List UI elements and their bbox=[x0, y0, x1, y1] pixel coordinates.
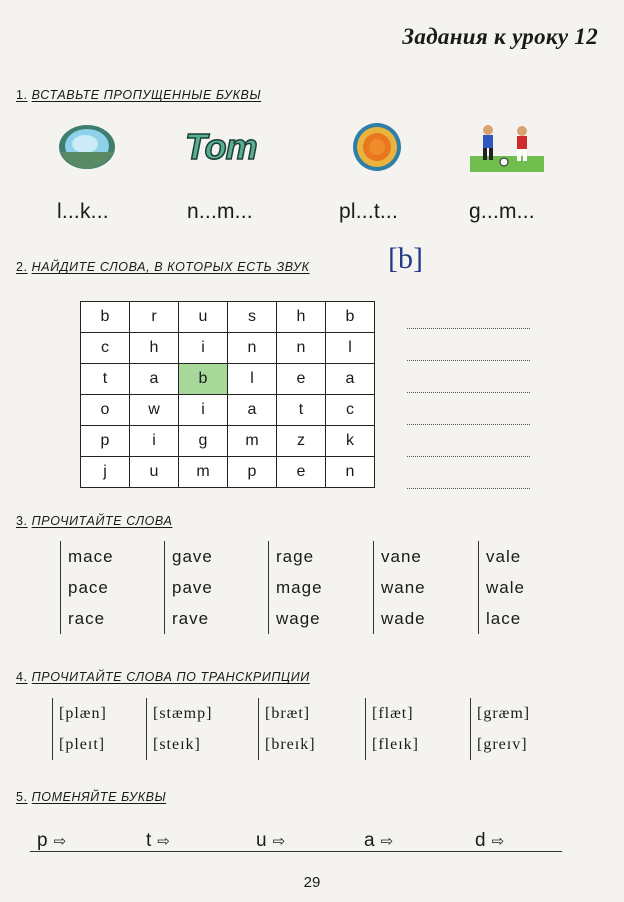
grid-cell[interactable]: a bbox=[228, 395, 277, 426]
grid-cell[interactable]: n bbox=[228, 333, 277, 364]
letter-chain-item bbox=[146, 830, 170, 852]
fill-word-2: n...m... bbox=[187, 200, 253, 223]
transcription-column bbox=[52, 698, 107, 760]
grid-cell[interactable]: h bbox=[277, 302, 326, 333]
letter-grid bbox=[80, 301, 375, 488]
fill-word-1: l...k... bbox=[57, 200, 109, 223]
grid-row bbox=[81, 364, 375, 395]
section-1-number: 1. bbox=[16, 88, 28, 102]
word: race bbox=[68, 609, 106, 628]
grid-cell[interactable]: i bbox=[130, 426, 179, 457]
answer-line[interactable] bbox=[407, 360, 530, 361]
transcription: [breɪk] bbox=[265, 736, 316, 753]
grid-cell[interactable]: h bbox=[130, 333, 179, 364]
grid-cell[interactable]: p bbox=[228, 457, 277, 488]
transcription: [fleɪk] bbox=[372, 736, 419, 753]
word: mage bbox=[276, 578, 323, 597]
letter: t bbox=[146, 830, 152, 851]
letter: d bbox=[475, 830, 486, 851]
grid-cell[interactable]: c bbox=[326, 395, 375, 426]
word-column bbox=[373, 541, 426, 634]
grid-row bbox=[81, 395, 375, 426]
transcription: [stæmp] bbox=[153, 705, 213, 722]
word-column bbox=[164, 541, 213, 634]
grid-cell[interactable]: n bbox=[277, 333, 326, 364]
transcription: [plæn] bbox=[59, 705, 107, 722]
right-arrow-icon: ⇨ bbox=[53, 833, 67, 850]
grid-cell[interactable]: s bbox=[228, 302, 277, 333]
grid-cell[interactable]: l bbox=[228, 364, 277, 395]
grid-cell[interactable]: i bbox=[179, 333, 228, 364]
section-4-title: ПРОЧИТАЙТЕ СЛОВА ПО ТРАНСКРИПЦИИ bbox=[31, 670, 310, 684]
transcription: [steɪk] bbox=[153, 736, 201, 753]
section-3-number: 3. bbox=[16, 514, 28, 528]
section-1-title: ВСТАВЬТЕ ПРОПУЩЕННЫЕ БУКВЫ bbox=[31, 88, 262, 102]
transcription: [bræt] bbox=[265, 705, 311, 722]
grid-cell[interactable]: i bbox=[179, 395, 228, 426]
section-2-heading bbox=[16, 260, 310, 274]
grid-cell[interactable]: e bbox=[277, 364, 326, 395]
grid-row bbox=[81, 333, 375, 364]
section-4-heading bbox=[16, 670, 310, 684]
section-5-heading bbox=[16, 790, 166, 804]
section-2-number: 2. bbox=[16, 260, 28, 274]
fill-word-3: pl...t... bbox=[339, 200, 398, 223]
grid-cell[interactable]: l bbox=[326, 333, 375, 364]
grid-cell[interactable]: a bbox=[130, 364, 179, 395]
answer-line[interactable] bbox=[407, 328, 530, 329]
grid-cell[interactable]: t bbox=[277, 395, 326, 426]
grid-row bbox=[81, 302, 375, 333]
right-arrow-icon: ⇨ bbox=[380, 833, 394, 850]
right-arrow-icon: ⇨ bbox=[272, 833, 286, 850]
word: wade bbox=[381, 609, 426, 628]
word: vale bbox=[486, 547, 522, 566]
grid-cell[interactable]: c bbox=[81, 333, 130, 364]
word: rage bbox=[276, 547, 315, 566]
grid-cell[interactable]: o bbox=[81, 395, 130, 426]
grid-cell[interactable]: p bbox=[81, 426, 130, 457]
grid-cell[interactable]: w bbox=[130, 395, 179, 426]
word: vane bbox=[381, 547, 422, 566]
grid-cell-highlighted[interactable]: b bbox=[179, 364, 228, 395]
right-arrow-icon: ⇨ bbox=[157, 833, 170, 850]
grid-cell[interactable]: n bbox=[326, 457, 375, 488]
section-1-heading bbox=[16, 88, 261, 102]
page-title: Задания к уроку 12 bbox=[402, 24, 598, 49]
answer-rule bbox=[30, 851, 562, 852]
letter: p bbox=[37, 830, 48, 851]
word: pace bbox=[68, 578, 109, 597]
section-4-number: 4. bbox=[16, 670, 28, 684]
grid-row bbox=[81, 457, 375, 488]
fill-word-4: g...m... bbox=[469, 200, 535, 223]
grid-cell[interactable]: m bbox=[179, 457, 228, 488]
letter: a bbox=[364, 830, 375, 851]
grid-row bbox=[81, 426, 375, 457]
grid-cell[interactable]: e bbox=[277, 457, 326, 488]
plate-picture bbox=[350, 122, 404, 172]
transcription-column bbox=[365, 698, 419, 760]
grid-cell[interactable]: m bbox=[228, 426, 277, 457]
word: gave bbox=[172, 547, 213, 566]
word-column bbox=[268, 541, 323, 634]
transcription-column bbox=[258, 698, 316, 760]
right-arrow-icon: ⇨ bbox=[491, 833, 505, 850]
grid-cell[interactable]: b bbox=[326, 302, 375, 333]
word: wale bbox=[486, 578, 525, 597]
transcription: [greɪv] bbox=[477, 736, 528, 753]
section-5-number: 5. bbox=[16, 790, 28, 804]
word: wage bbox=[276, 609, 321, 628]
transcription-column bbox=[146, 698, 212, 760]
grid-cell[interactable]: u bbox=[179, 302, 228, 333]
letter-chain-item bbox=[475, 830, 504, 852]
grid-cell[interactable]: t bbox=[81, 364, 130, 395]
answer-line[interactable] bbox=[407, 424, 530, 425]
letter-chain-item bbox=[37, 830, 66, 852]
transcription: [græm] bbox=[477, 705, 531, 722]
lake-picture bbox=[58, 122, 116, 172]
word: pave bbox=[172, 578, 213, 597]
word-column bbox=[478, 541, 525, 634]
page-number: 29 bbox=[303, 874, 321, 891]
word: mace bbox=[68, 547, 114, 566]
section-2-title: НАЙДИТЕ СЛОВА, В КОТОРЫХ ЕСТЬ ЗВУК bbox=[31, 260, 310, 274]
transcription-column bbox=[470, 698, 530, 760]
grid-cell[interactable]: r bbox=[130, 302, 179, 333]
word: rave bbox=[172, 609, 210, 628]
transcription: [flæt] bbox=[372, 705, 414, 722]
section-3-title: ПРОЧИТАЙТЕ СЛОВА bbox=[31, 514, 173, 528]
answer-line[interactable] bbox=[407, 488, 530, 489]
grid-cell[interactable]: b bbox=[81, 302, 130, 333]
football-game-picture bbox=[470, 122, 544, 172]
letter-chain-item bbox=[256, 830, 285, 852]
grid-cell[interactable]: k bbox=[326, 426, 375, 457]
grid-cell[interactable]: a bbox=[326, 364, 375, 395]
word: lace bbox=[486, 609, 522, 628]
grid-cell[interactable]: g bbox=[179, 426, 228, 457]
letter-chain-item bbox=[364, 830, 393, 852]
grid-cell[interactable]: j bbox=[81, 457, 130, 488]
word: wane bbox=[381, 578, 426, 597]
letter: u bbox=[256, 830, 267, 851]
section-5-title: ПОМЕНЯЙТЕ БУКВЫ bbox=[31, 790, 167, 804]
transcription: [pleɪt] bbox=[59, 736, 106, 753]
grid-cell[interactable]: z bbox=[277, 426, 326, 457]
tom-logo: Tom bbox=[185, 126, 257, 167]
sound-symbol: [b] bbox=[388, 242, 423, 275]
answer-line[interactable] bbox=[407, 456, 530, 457]
grid-cell[interactable]: u bbox=[130, 457, 179, 488]
section-3-heading bbox=[16, 514, 172, 528]
word-column bbox=[60, 541, 114, 634]
answer-line[interactable] bbox=[407, 392, 530, 393]
